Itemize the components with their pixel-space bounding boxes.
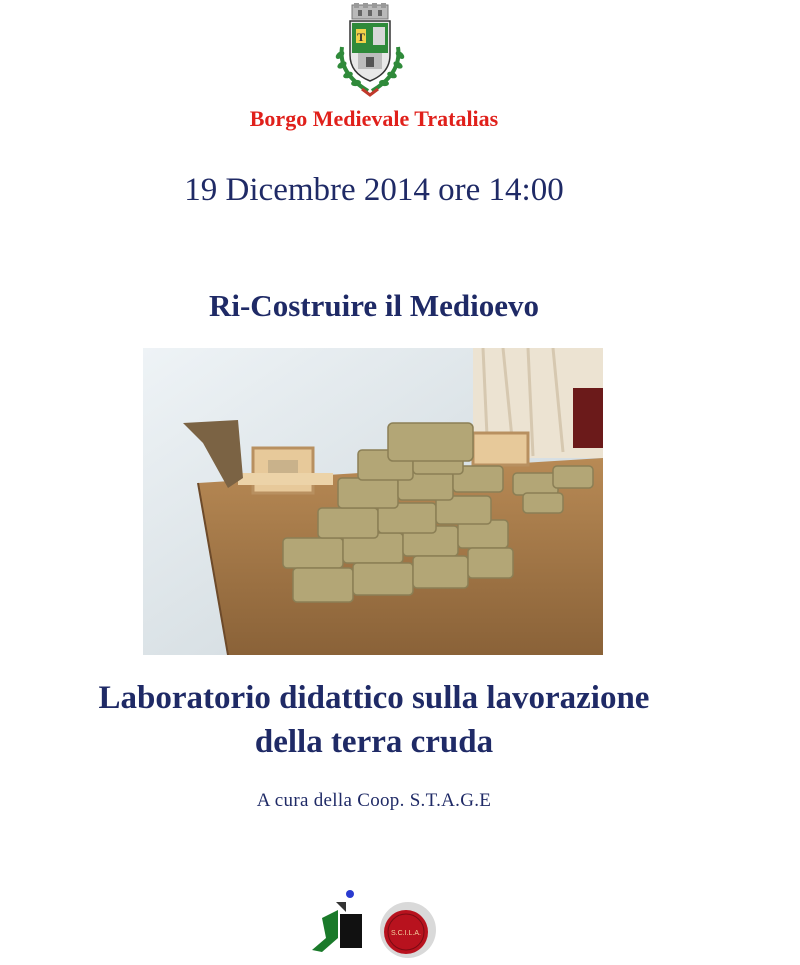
mud-bricks-photo	[143, 348, 603, 655]
subtitle-line-2: della terra cruda	[254, 724, 494, 760]
subtitle-line-1: Laboratorio didattico sulla lavorazione	[98, 680, 650, 716]
svg-text:T: T	[356, 30, 366, 44]
event-subtitle	[0, 676, 748, 764]
event-title: Ri-Costruire il Medioevo	[208, 288, 540, 323]
municipal-crest-logo	[328, 3, 412, 103]
stage-logo	[306, 888, 368, 958]
organizer-credit: A cura della Coop. S.T.A.G.E	[256, 790, 492, 811]
svg-text:S.C.I.L.A.: S.C.I.L.A.	[391, 930, 421, 937]
venue-title: Borgo Medievale Tratalias	[249, 106, 499, 131]
scila-logo	[378, 900, 438, 960]
event-datetime: 19 Dicembre 2014 ore 14:00	[184, 172, 564, 208]
